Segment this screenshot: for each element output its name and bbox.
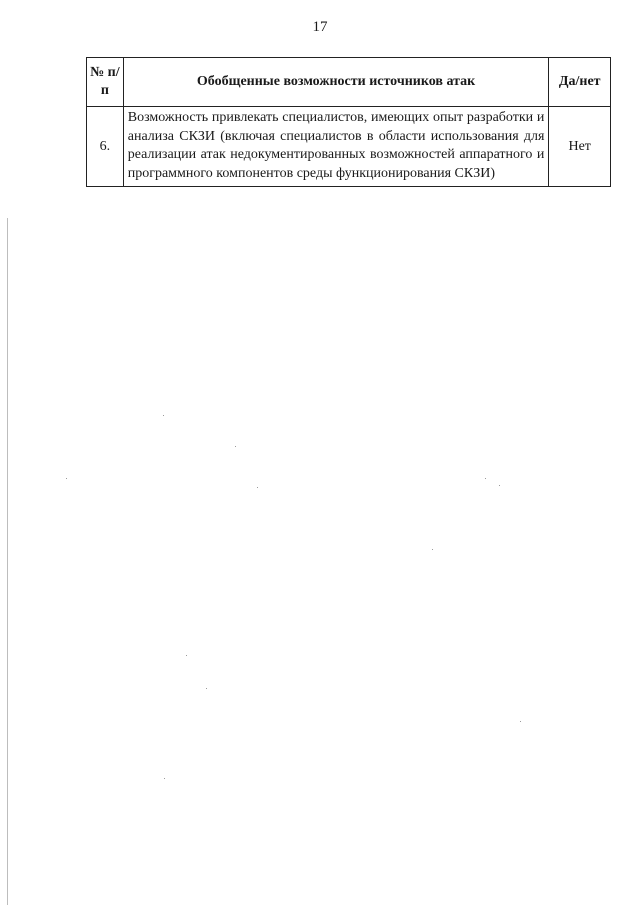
scan-speck (163, 415, 164, 416)
attack-sources-table (86, 57, 611, 187)
scan-speck (499, 485, 500, 486)
table-header-row (87, 58, 611, 107)
scan-speck (66, 478, 67, 479)
scan-speck (432, 549, 433, 550)
scan-speck (485, 478, 486, 479)
scan-speck (186, 655, 187, 656)
header-capabilities: Обобщенные возможности источников атак (123, 58, 549, 107)
row-answer: Нет (549, 107, 611, 187)
scan-speck (235, 446, 236, 447)
row-capability: Возможность привлекать специалистов, имеющих опыт разработки и анализа СКЗИ (включая специалистов в области использования для реализации атак недокументированных возможностей аппаратного и программного компонентов среды функционирования СКЗИ) (123, 107, 549, 187)
table-row (87, 107, 611, 187)
header-number: № п/п (87, 58, 124, 107)
header-yes-no: Да/нет (549, 58, 611, 107)
row-number: 6. (87, 107, 124, 187)
page-number: 17 (312, 19, 328, 35)
scan-speck (520, 721, 521, 722)
scan-speck (257, 487, 258, 488)
scan-speck (164, 778, 165, 779)
scan-speck (206, 688, 207, 689)
page-edge-line (7, 218, 8, 905)
